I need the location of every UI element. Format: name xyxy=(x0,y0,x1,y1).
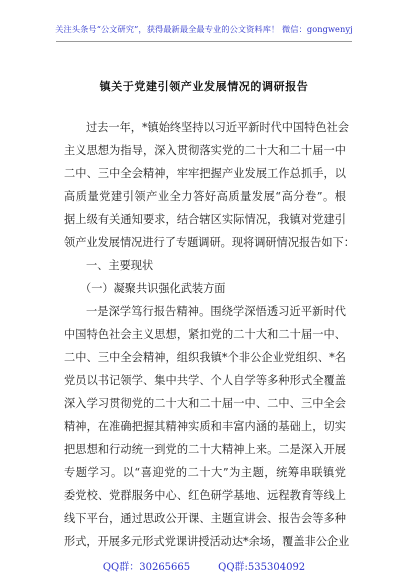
body-line: 主义思想为指导，深入贯彻落实党的二十大和二十届一中 xyxy=(64,144,346,157)
body-line: 过去一年，*镇始终坚持以习近平新时代中国特色社会 xyxy=(86,121,349,134)
document-title: 镇关于党建引领产业发展情况的调研报告 xyxy=(99,80,309,93)
body-line: 据上级有关通知要求，结合辖区实际情况，我镇对党建引 xyxy=(64,213,346,226)
body-line: 把思想和行动统一到党的二十大精神上来。二是深入开展 xyxy=(64,443,346,456)
body-line: 党员以书记领学、集中共学、个人自学等多种形式全覆盖 xyxy=(64,374,346,387)
header-divider xyxy=(56,41,352,42)
footer-qq-label-1: QQ群： xyxy=(102,562,140,573)
body-line: 高质量党建引领产业全力答好高质量发展“高分卷”。根 xyxy=(64,190,346,203)
body-line: 一是深学笃行报告精神。围绕学深悟透习近平新时代 xyxy=(86,305,346,318)
body-line: 委党校、党群服务中心、红色研学基地、远程教育等线上 xyxy=(64,489,346,502)
subsection-heading: （一）凝聚共识强化武装方面 xyxy=(80,282,226,295)
body-line: 领产业发展情况进行了专题调研。现将调研情况报告如下： xyxy=(64,236,355,249)
body-line: 深入学习贯彻党的二十大和二十届一中、二中、三中全会 xyxy=(64,397,346,410)
body-line: 二中、三中全会精神，组织我镇*个非公企业党组织、*名 xyxy=(64,351,346,364)
body-line: 二中、三中全会精神，牢牢把握产业发展工作总抓手，以 xyxy=(64,167,346,180)
body-line: 精神，在准确把握其精神实质和丰富内涵的基础上，切实 xyxy=(64,420,346,433)
body-line: 线下平台，通过思政公开课、主题宣讲会、报告会等多种 xyxy=(64,512,346,525)
body-line: 形式，开展多元形式党课讲授活动达*余场，覆盖非公企业 xyxy=(64,535,350,548)
footer-contact xyxy=(0,558,408,573)
body-line: 专题学习。以“喜迎党的二十大”为主题，统筹串联镇党 xyxy=(64,466,346,479)
header-banner: 关注头条号“公文研究”，获得最新最全最专业的公文资料库！ 微信：gongwenyj xyxy=(55,24,353,34)
section-heading: 一、主要现状 xyxy=(86,259,154,272)
body-line: 中国特色社会主义思想，紧扣党的二十大和二十届一中、 xyxy=(64,328,346,341)
footer-qq-label-2: QQ群: xyxy=(218,562,248,573)
footer-qq-value-2: 535304092 xyxy=(247,562,306,573)
footer-qq-value-1: 30265665 xyxy=(139,562,191,573)
